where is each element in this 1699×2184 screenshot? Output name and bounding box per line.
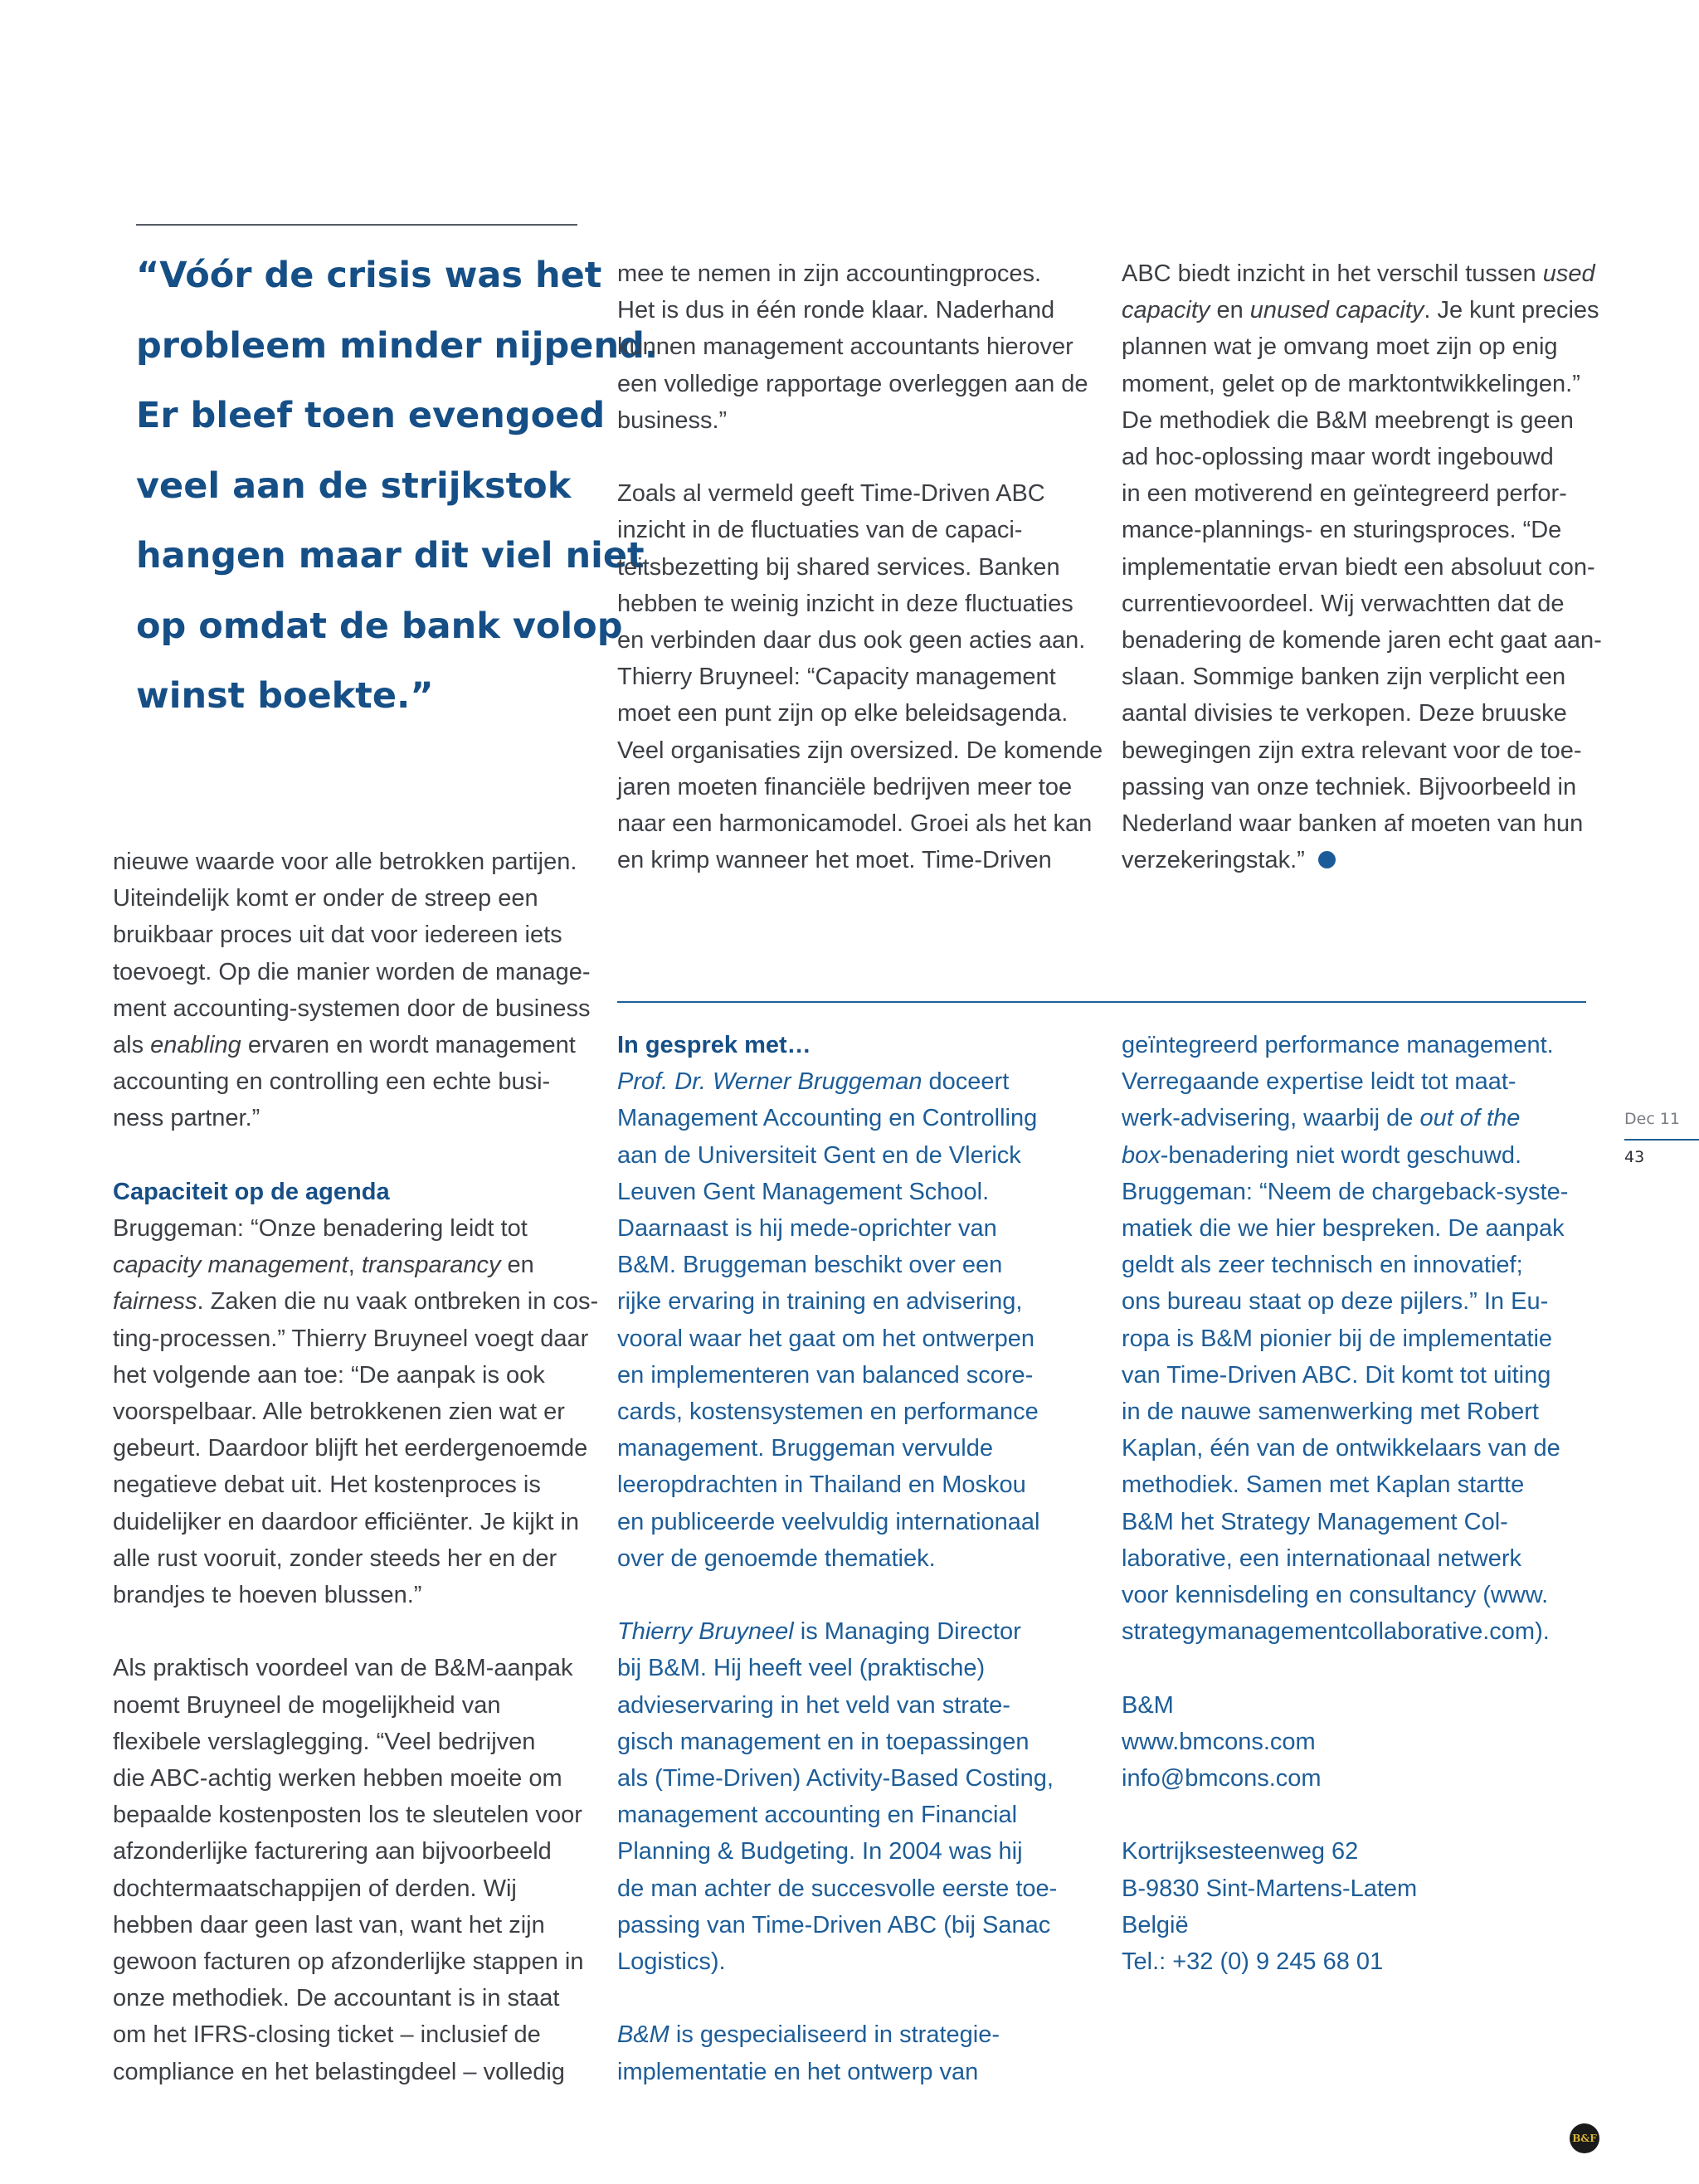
text-line: van Time-Driven ABC. Dit komt tot uiting (1122, 1361, 1551, 1389)
text-line: Daarnaast is hij mede-oprichter van (617, 1215, 997, 1243)
website-link[interactable]: www.bmcons.com (1122, 1728, 1316, 1755)
text-line: Bruggeman: “Neem de chargeback-syste- (1122, 1178, 1569, 1205)
text-line: rijke ervaring in training en advisering, (617, 1288, 1023, 1316)
section-heading: Capaciteit op de agenda (113, 1178, 390, 1205)
text-line: Logistics). (617, 1948, 726, 1976)
text-line: Zoals al vermeld geeft Time-Driven ABC (617, 480, 1045, 508)
text-run: ABC biedt inzicht in het verschil tussen (1122, 260, 1543, 287)
text-run: en (1210, 297, 1250, 324)
text-line: advieservaring in het veld van strate- (617, 1691, 1010, 1719)
pull-quote-line: probleem minder nijpend. (136, 324, 659, 367)
text-line: geldt als zeer technisch en innovatief; (1122, 1252, 1523, 1279)
text-line: gebeurt. Daardoor blijft het eerdergenoemde (113, 1435, 588, 1462)
text-line: leeropdrachten in Thailand en Moskou (617, 1471, 1026, 1499)
pull-quote-line: op omdat de bank volop (136, 605, 623, 647)
text-line (1122, 842, 1602, 878)
text-line: Veel organisaties zijn oversized. De komende (617, 737, 1103, 764)
text-line: in een motiverend en geïntegreerd perfor- (1122, 480, 1567, 508)
text-line (617, 2016, 1057, 2053)
text-line: business.” (617, 406, 728, 434)
text-line: implementatie ervan biedt een absoluut con- (1122, 553, 1595, 581)
text-line: currentievoordeel. Wij verwachtten dat de (1122, 590, 1565, 617)
text-run: verzekeringstak.” (1122, 847, 1305, 874)
text-line: teitsbezetting bij shared services. Banken (617, 553, 1060, 581)
text-line (1122, 292, 1602, 328)
text-run: als (113, 1032, 151, 1059)
text-line: Bruggeman: “Onze benadering leidt tot (113, 1215, 528, 1243)
issue-label: Dec 11 (1624, 1110, 1680, 1128)
text-line: laborative, een internationaal netwerk (1122, 1544, 1522, 1572)
text-line: ons bureau staat op deze pijlers.” In Eu- (1122, 1288, 1549, 1316)
text-line: implementatie en het ontwerp van (617, 2058, 979, 2085)
text-run: werk-advisering, waarbij de (1122, 1105, 1420, 1132)
text-line: vooral waar het gaat om het ontwerpen (617, 1325, 1034, 1352)
text-line: afzonderlijke facturering aan bijvoorbeeld (113, 1838, 552, 1865)
text-line: brandjes te hoeven blussen.” (113, 1582, 422, 1609)
interview-box-rule (617, 1001, 1586, 1003)
text-line: onze methodiek. De accountant is in staat (113, 1985, 560, 2012)
text-line: bij B&M. Hij heeft veel (praktische) (617, 1655, 986, 1682)
text-line: passing van onze techniek. Bijvoorbeeld in (1122, 773, 1577, 800)
italic-text-run: fairness (113, 1288, 197, 1316)
italic-text-run: capacity management (113, 1252, 348, 1279)
text-line: benadering de komende jaren echt gaat aan- (1122, 627, 1602, 654)
text-line: Het is dus in één ronde klaar. Naderhand (617, 297, 1055, 324)
text-run: doceert (922, 1068, 1010, 1096)
text-line: geïntegreerd performance management. (1122, 1032, 1554, 1058)
text-line: jaren moeten financiële bedrijven meer toe (617, 773, 1073, 800)
text-line: bruikbaar proces uit dat voor iedereen iets (113, 922, 562, 949)
text-line (1122, 1100, 1568, 1136)
text-line: Leuven Gent Management School. (617, 1178, 990, 1205)
pull-quote-line: “Vóór de crisis was het (136, 255, 602, 296)
text-line: alle rust vooruit, zonder steeds her en der (113, 1544, 557, 1572)
italic-text-run: out of the (1419, 1105, 1521, 1132)
company-name: B&M (1122, 1691, 1174, 1719)
text-line: inzicht in de fluctuaties van de capaci- (617, 517, 1023, 544)
interview-column-right (1122, 1027, 1568, 1980)
text-line: en krimp wanneer het moet. Time-Driven (617, 847, 1052, 874)
text-line: Kaplan, één van de ontwikkelaars van de (1122, 1435, 1560, 1462)
text-line (113, 1247, 598, 1283)
text-line: flexibele verslaglegging. “Veel bedrijven (113, 1728, 536, 1755)
text-line: voor kennisdeling en consultancy (www. (1122, 1582, 1549, 1609)
address-country: België (1122, 1911, 1189, 1938)
italic-text-run: Prof. Dr. Werner Bruggeman (617, 1068, 923, 1096)
text-line: bepaalde kostenposten los te sleutelen voor (113, 1802, 582, 1829)
text-line: bewegingen zijn extra relevant voor de toe- (1122, 737, 1582, 764)
text-line: een volledige rapportage overleggen aan de (617, 370, 1088, 397)
text-line: Verregaande expertise leidt tot maat- (1122, 1068, 1516, 1096)
text-line: B&M. Bruggeman beschikt over een (617, 1252, 1003, 1279)
text-line: in de nauwe samenwerking met Robert (1122, 1398, 1539, 1426)
email-link[interactable]: info@bmcons.com (1122, 1765, 1322, 1792)
text-line (1122, 255, 1602, 292)
text-line (113, 1283, 598, 1320)
text-line: die ABC-achtig werken hebben moeite om (113, 1765, 562, 1792)
text-line: B&M het Strategy Management Col- (1122, 1508, 1508, 1535)
text-line: compliance en het belastingdeel – volledig (113, 2058, 565, 2085)
text-line: de man achter de succesvolle eerste toe- (617, 1875, 1058, 1902)
text-line: en publiceerde veelvuldig internationaal (617, 1508, 1040, 1535)
text-run: . Je kunt precies (1424, 297, 1599, 324)
text-line: accounting en controlling een echte busi- (113, 1068, 551, 1096)
pull-quote-line: hangen maar dit viel niet (136, 535, 645, 576)
article-column-left (113, 844, 598, 2090)
text-line: nieuwe waarde voor alle betrokken partijen. (113, 849, 577, 875)
interview-column-middle (617, 1027, 1057, 2090)
text-line: negatieve debat uit. Het kostenproces is (113, 1471, 541, 1499)
italic-text-run: capacity (1122, 297, 1210, 324)
italic-text-run: unused capacity (1249, 297, 1424, 324)
page-number: 43 (1624, 1148, 1645, 1166)
address-city: B-9830 Sint-Martens-Latem (1122, 1875, 1418, 1902)
text-line: passing van Time-Driven ABC (bij Sanac (617, 1911, 1051, 1938)
text-line: ment accounting-systemen door de business (113, 995, 591, 1022)
text-line: Als praktisch voordeel van de B&M-aanpak (113, 1655, 573, 1682)
text-line: methodiek. Samen met Kaplan startte (1122, 1471, 1525, 1499)
text-line: management. Bruggeman vervulde (617, 1435, 993, 1462)
text-line: voorspelbaar. Alle betrokkenen zien wat er (113, 1398, 565, 1426)
text-line: Planning & Budgeting. In 2004 was hij (617, 1838, 1023, 1865)
text-line: gewoon facturen op afzonderlijke stappen in (113, 1948, 584, 1976)
text-line: noemt Bruyneel de mogelijkheid van (113, 1691, 501, 1719)
text-line: ad hoc-oplossing maar wordt ingebouwd (1122, 444, 1554, 471)
interview-heading: In gesprek met… (617, 1032, 811, 1058)
article-column-middle (617, 255, 1103, 878)
pull-quote-line: Er bleef toen evengoed (136, 395, 606, 436)
publisher-logo-icon: B&F (1570, 2123, 1599, 2153)
text-line (617, 1063, 1057, 1100)
article-column-right (1122, 255, 1602, 878)
text-line: moment, gelet op de marktontwikkelingen.” (1122, 370, 1580, 397)
pull-quote-line: winst boekte.” (136, 675, 434, 717)
text-line: over de genoemde thematiek. (617, 1544, 936, 1572)
text-run: -benadering niet wordt geschuwd. (1160, 1141, 1522, 1169)
text-line: hebben daar geen last van, want het zijn (113, 1911, 545, 1938)
text-line: De methodiek die B&M meebrengt is geen (1122, 406, 1574, 434)
text-line: hebben te weinig inzicht in deze fluctuaties (617, 590, 1073, 617)
text-run: is gespecialiseerd in strategie- (669, 2021, 1000, 2049)
italic-text-run: B&M (617, 2021, 669, 2049)
italic-text-run: used (1542, 260, 1595, 287)
text-line: het volgende aan toe: “De aanpak is ook (113, 1361, 545, 1389)
text-line: moet een punt zijn op elke beleidsagenda. (617, 700, 1069, 727)
italic-text-run: Thierry Bruyneel (617, 1618, 794, 1646)
text-line (113, 1027, 598, 1063)
text-line: ting-processen.” Thierry Bruyneel voegt daar (113, 1325, 589, 1352)
text-line (1122, 1137, 1568, 1174)
pull-quote-line: veel aan de strijkstok (136, 465, 572, 507)
address-street: Kortrijksesteenweg 62 (1122, 1838, 1359, 1865)
text-line: kunnen management accountants hierover (617, 333, 1073, 361)
text-run: . Zaken die nu vaak ontbreken in cos- (197, 1288, 599, 1316)
pull-quote-top-rule (136, 224, 577, 226)
text-line: Thierry Bruyneel: “Capacity management (617, 664, 1056, 691)
text-line: management accounting en Financial (617, 1802, 1018, 1829)
text-line: aantal divisies te verkopen. Deze bruuske (1122, 700, 1567, 727)
text-line: als (Time-Driven) Activity-Based Costing, (617, 1765, 1054, 1792)
end-of-article-bullet-icon (1318, 851, 1336, 868)
pull-quote (136, 241, 659, 732)
text-run: ervaren en wordt management (241, 1032, 576, 1059)
text-line: strategymanagementcollaborative.com). (1122, 1618, 1550, 1646)
text-line: slaan. Sommige banken zijn verplicht een (1122, 664, 1566, 691)
text-line: cards, kostensystemen en performance (617, 1398, 1039, 1426)
text-line: duidelijker en daardoor efficiënter. Je kijkt in (113, 1508, 580, 1535)
text-line: Management Accounting en Controlling (617, 1105, 1038, 1132)
text-line: Nederland waar banken af moeten van hun (1122, 810, 1584, 838)
text-line: mee te nemen in zijn accountingproces. (617, 260, 1042, 287)
text-line: plannen wat je omvang moet zijn op enig (1122, 333, 1558, 361)
text-line: mance-plannings- en sturingsproces. “De (1122, 517, 1562, 544)
text-line: Uiteindelijk komt er onder de streep een (113, 885, 538, 912)
italic-text-run: box (1122, 1141, 1161, 1169)
text-run: is Managing Director (793, 1618, 1021, 1646)
italic-text-run: enabling (150, 1032, 241, 1059)
text-line: ropa is B&M pionier bij de implementatie (1122, 1325, 1553, 1352)
text-line: en verbinden daar dus ook geen acties aan. (617, 627, 1086, 654)
folio-rule (1624, 1139, 1699, 1141)
text-run: , (348, 1252, 362, 1279)
italic-text-run: transparancy (361, 1252, 501, 1279)
phone-number: Tel.: +32 (0) 9 245 68 01 (1122, 1948, 1384, 1976)
text-line: aan de Universiteit Gent en de Vlerick (617, 1141, 1021, 1169)
text-line: en implementeren van balanced score- (617, 1361, 1034, 1389)
text-line (617, 1613, 1057, 1650)
text-line: gisch management en in toepassingen (617, 1728, 1030, 1755)
text-line: ness partner.” (113, 1105, 260, 1132)
text-line: toevoegt. Op die manier worden de manage- (113, 958, 591, 985)
text-line: matiek die we hier bespreken. De aanpak (1122, 1215, 1565, 1243)
text-line: om het IFRS-closing ticket – inclusief de (113, 2021, 541, 2049)
text-line: naar een harmonicamodel. Groei als het kan (617, 810, 1093, 838)
text-run: en (500, 1252, 534, 1279)
text-line: dochtermaatschappijen of derden. Wij (113, 1875, 517, 1902)
